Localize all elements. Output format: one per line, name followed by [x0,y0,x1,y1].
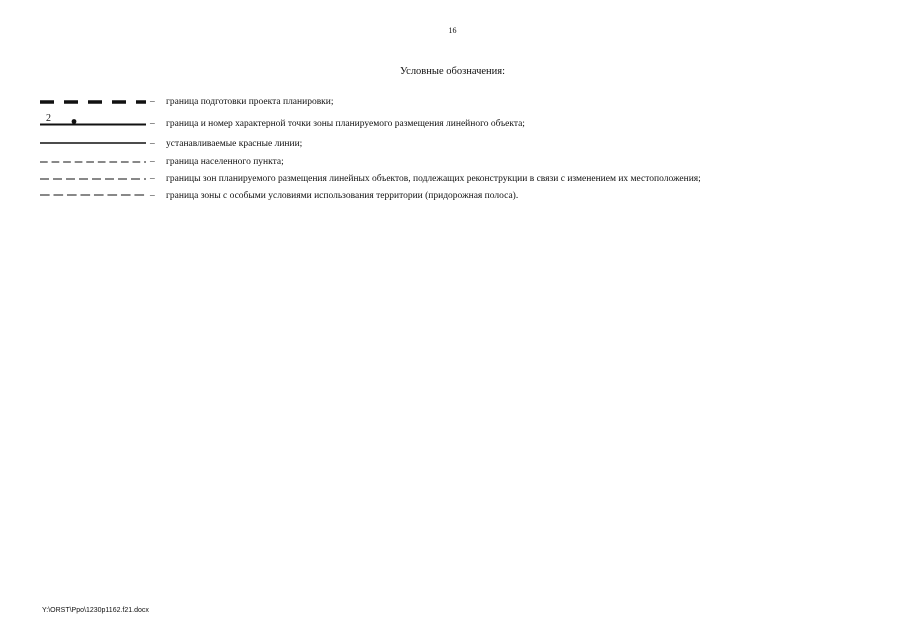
legend-item-roadside-zone [0,189,905,203]
legend-item-label: граница населенного пункта; [166,157,284,167]
legend-item-red-lines [0,137,905,151]
thin-dashed-line-symbol [40,172,146,186]
solid-line-symbol [40,137,146,151]
legend-item-label: граница и номер характерной точки зоны планируемого размещения линейного объекта; [166,119,525,129]
legend-item-planning-boundary [0,95,905,109]
legend-separator: – [150,97,155,107]
thick-dashed-line-symbol [40,95,146,109]
legend-separator: – [150,174,155,184]
legend-item-settlement-boundary [0,155,905,169]
legend-title: Условные обозначения: [399,66,505,77]
legend-item-reconstruction-zones [0,172,905,186]
footer-file-path: Y:\ORST\Ppo\1230p1162.f21.docx [42,607,149,614]
legend-separator: – [150,139,155,149]
legend-separator: – [150,157,155,167]
legend-separator: – [150,191,155,201]
legend-item-label: граница зоны с особыми условиями использования территории (придорожная полоса). [166,191,519,201]
thin-dashed-line-symbol [40,155,146,169]
legend-item-label: устанавливаемые красные линии; [166,139,303,149]
legend-item-zone-boundary-point [0,113,905,131]
legend-item-label: граница подготовки проекта планировки; [166,97,334,107]
legend-separator: – [150,119,155,129]
point-number-label: 2 [46,113,51,124]
page-number: 16 [448,26,457,35]
solid-line-with-point-symbol [40,117,146,131]
legend-item-label: границы зон планируемого размещения линейных объектов, подлежащих реконструкции в связи с изменением их местоположения; [166,174,701,184]
long-dash-line-symbol [40,189,146,203]
